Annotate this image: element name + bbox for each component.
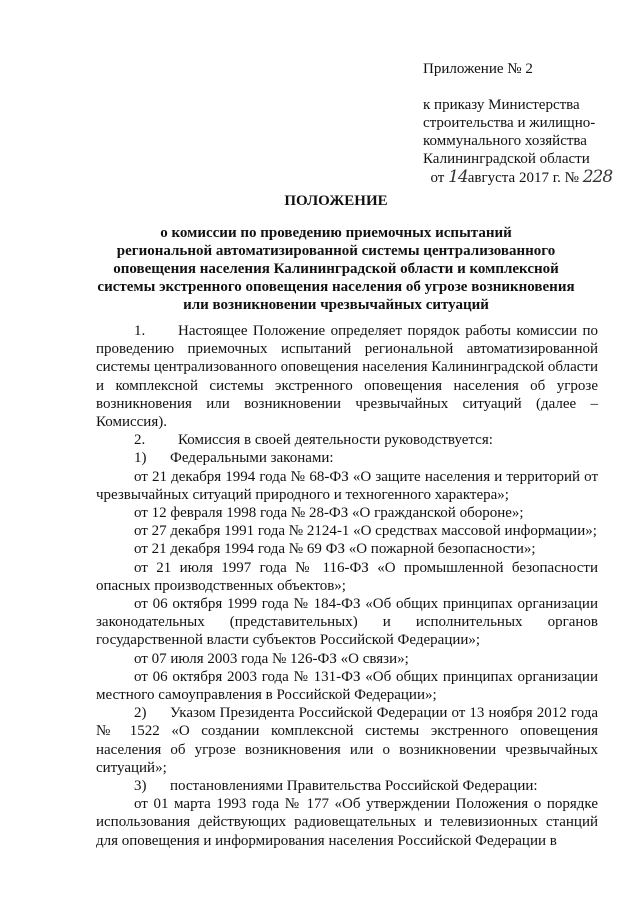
- item-number: 2): [134, 705, 147, 722]
- paragraph-text: от 27 декабря 1991 года № 2124-1 «О средствах массовой информации»;: [134, 523, 597, 540]
- decree-entry: [96, 795, 598, 850]
- paragraph-text: от 07 июля 2003 года № 126-ФЗ «О связи»;: [134, 650, 409, 667]
- paragraph-text: Федеральными законами:: [170, 450, 334, 467]
- law-entry: [96, 595, 598, 650]
- subitem-1: [96, 449, 598, 467]
- annex-date-line: [423, 168, 623, 187]
- annex-line: к приказу Министерства: [423, 97, 580, 113]
- law-entry: [96, 559, 598, 595]
- paragraph-text: от 21 июля 1997 года № 116-ФЗ «О промышленной безопасности опасных производственных объектов»;: [96, 559, 598, 594]
- document-body: [96, 322, 598, 850]
- annex-line: коммунального хозяйства: [423, 133, 587, 149]
- paragraph-text: от 01 марта 1993 года № 177 «Об утверждении Положения о порядке использования действующих радиовещательных и телевизионных станций для оповещения и информирования населения Российской Федерации в: [96, 796, 598, 849]
- annex-title: Приложение № 2: [423, 61, 533, 77]
- subtitle-line: региональной автоматизированной системы централизованного: [116, 243, 556, 259]
- date-rest: августа 2017 г. №: [467, 170, 583, 186]
- paragraph-text: Указом Президента Российской Федерации от 13 ноября 2012 года № 1522 «О создании комплексной системы экстренного оповещения населения об угрозе возникновения или о возникновении чрезвычайных ситуаций»;: [96, 705, 598, 776]
- law-entry: [96, 468, 598, 504]
- paragraph-text: от 06 октября 1999 года № 184-ФЗ «Об общих принципах организации законодательных (представительных) и исполнительных органов государственной власти субъектов Российской Федерации»;: [96, 596, 598, 649]
- annex-line: Калининградской области: [423, 151, 590, 167]
- paragraph-2: [96, 431, 598, 449]
- item-number: 1): [134, 450, 147, 467]
- paragraph-text: от 21 декабря 1994 года № 68-ФЗ «О защите населения и территорий от чрезвычайных ситуаций природного и техногенного характера»;: [96, 468, 598, 503]
- paragraph-text: от 12 февраля 1998 года № 28-ФЗ «О гражданской обороне»;: [134, 505, 524, 522]
- item-number: 2.: [134, 432, 146, 449]
- paragraph-text: постановлениями Правительства Российской Федерации:: [170, 778, 538, 795]
- handwritten-day: 14: [448, 167, 468, 187]
- subitem-2: [96, 704, 598, 777]
- law-entry: [96, 668, 598, 704]
- paragraph-text: от 06 октября 2003 года № 131-ФЗ «Об общих принципах организации местного самоуправления в Российской Федерации»;: [96, 668, 598, 704]
- subitem-3: [96, 777, 598, 795]
- handwritten-order-number: 228: [582, 167, 613, 187]
- date-prefix: от: [430, 170, 449, 186]
- subtitle-line: системы экстренного оповещения населения об угрозе возникновения: [97, 279, 575, 295]
- annex-line: строительства и жилищно-: [423, 115, 596, 131]
- item-number: 3): [134, 778, 147, 795]
- law-entry: [96, 522, 598, 540]
- paragraph-text: Настоящее Положение определяет порядок работы комиссии по проведению приемочных испытаний региональной автоматизированной системы централизованного оповещения населения Калининградской области и комплексной системы экстренного оповещения населения об угрозе возникновения или возникновении чрезвычайных ситуаций (далее – Комиссия).: [96, 323, 598, 431]
- subtitle-line: или возникновении чрезвычайных ситуаций: [183, 297, 489, 313]
- subtitle-line: о комиссии по проведению приемочных испытаний: [160, 225, 512, 241]
- law-entry: [96, 504, 598, 522]
- law-entry: [96, 540, 598, 558]
- paragraph-text: Комиссия в своей деятельности руководствуется:: [178, 432, 493, 449]
- paragraph-text: от 21 декабря 1994 года № 69 ФЗ «О пожарной безопасности»;: [134, 541, 536, 558]
- document-subtitle: [96, 224, 576, 314]
- document-title: [96, 192, 576, 210]
- paragraph-1: [96, 322, 598, 431]
- subtitle-line: оповещения населения Калининградской области и комплексной: [113, 261, 559, 277]
- law-entry: [96, 650, 598, 668]
- title-text: ПОЛОЖЕНИЕ: [284, 193, 388, 209]
- item-number: 1.: [134, 323, 146, 339]
- annex-block: [423, 60, 623, 187]
